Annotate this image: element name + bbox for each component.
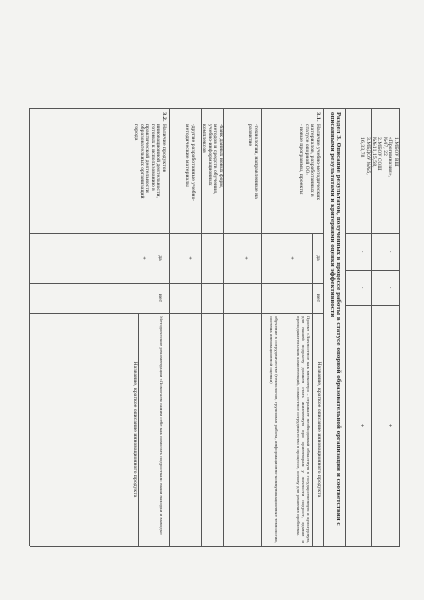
row31-bank-item	[201, 124, 223, 230]
school-line: №47, 22	[381, 137, 387, 156]
row32-yes-label: да	[157, 255, 162, 261]
section-header-bottom	[323, 108, 324, 546]
row31-tech-plus: +	[243, 256, 248, 260]
row32-top-line	[169, 108, 170, 546]
row31-tech-line: развитие	[247, 124, 253, 147]
row32-desc-line	[138, 313, 139, 546]
row31-other-item	[184, 124, 195, 230]
section-3-header: Раздел 3. Описание результатов, полученных в процессе работы в статусе опорной образовательной организации и соответствия с описанными результатами и критериями оценки эффективности	[328, 112, 341, 526]
col-divider-yes	[30, 283, 324, 284]
row32-title-line: города	[133, 124, 139, 141]
school-list	[359, 137, 398, 231]
table-border-bottom	[29, 108, 30, 546]
school-line: №№11,15,58,	[370, 137, 376, 168]
row31-tech-item	[247, 124, 258, 230]
row31-other-plus: +	[187, 256, 192, 260]
school-line: «Прогимназия»,	[387, 137, 393, 178]
row32-title-line: образовательных организаций	[138, 124, 144, 199]
col-divider-no	[30, 313, 324, 314]
row32-title-line: готовых к использованию в	[149, 124, 155, 191]
upper-bottom-minus-b: -	[359, 286, 364, 289]
row32-title	[132, 124, 166, 230]
row-number-3-2: 3.2.	[161, 112, 166, 122]
row31-bank-line: комплексов	[201, 124, 207, 153]
row31-other-line: методические материалы	[184, 124, 190, 187]
row31-title-line: Наличие учебно-методических	[315, 124, 320, 200]
row31-plus-mark: +	[289, 256, 294, 260]
row32-title-line: Наличие продуктов	[161, 124, 166, 173]
upper-top-minus-a: -	[387, 250, 392, 253]
school-line: 2.МБОУ СОШ	[376, 137, 382, 171]
row32-no-label: нет	[157, 293, 162, 303]
row31-desc-title: Название, краткое описание инновационного продукта	[316, 361, 321, 498]
row31-desc-text: Проект «Личностное как внеконтро – отражает необходимый областную в государственную и культурную, для нашей подрасту должен стать жизненную при ориентирам у личности подрост, здания и преподавательских компетенций, совместное сотрудничество в процессе, основу для решения проблемы.	[296, 316, 311, 543]
row32-title-line: практической деятельности	[144, 124, 150, 193]
row31-sub-divider-2	[223, 108, 224, 546]
row31-title	[298, 124, 320, 230]
row31-title-line: материалов, разработанных в	[309, 124, 315, 197]
row31-bank-line: учебно-информационных	[206, 124, 212, 186]
section-header-top	[345, 108, 346, 546]
row31-desc-note: обучение в сотрудничестве (технология, групповая работа, информационно-коммуникационные технологии, система инновационной оценки)	[269, 316, 279, 543]
row31-header-line	[312, 233, 313, 546]
row31-yes-label: да	[315, 255, 320, 261]
table-border-top	[399, 108, 400, 546]
row32-title-line: инновационной деятельности,	[155, 124, 161, 199]
row-number-3-1: 3.1.	[315, 112, 320, 122]
row31-bank-line: -банк данных новых форм,	[218, 124, 223, 189]
row31-title-line: статусе опорной ОО:	[303, 124, 309, 175]
school-line: 3.МБДОУ №№5,	[365, 137, 371, 175]
row31-bank-line: методов и средств обучения,	[212, 124, 218, 195]
table-border-right	[30, 546, 400, 547]
row32-plus-mark: +	[141, 256, 146, 260]
row32-desc-text: Методические рекомендации «Помогаем самим себе как помогать подросткам: наши находки и выводы»	[159, 316, 164, 536]
upper-top-minus-b: -	[387, 286, 392, 289]
row31-title-line: - новые программы, проекты	[298, 124, 304, 195]
row31-no-label: нет	[315, 293, 320, 303]
upper-bottom-plus: +	[359, 423, 364, 428]
row31-other-line: -другие разработанные учебно-	[190, 124, 195, 201]
row31-tech-line: -технологии, направленные на	[253, 124, 258, 199]
row32-desc-title: Название, краткое описание инновационного продукта	[132, 361, 137, 498]
row31-sub-divider-1	[261, 108, 262, 546]
school-line: 16,33,78	[359, 137, 365, 158]
upper-top-plus: +	[387, 423, 392, 428]
school-line: 1.МБОУ ВШ	[393, 137, 398, 167]
col-divider-title	[30, 233, 324, 234]
upper-bottom-minus-a: -	[359, 250, 364, 253]
